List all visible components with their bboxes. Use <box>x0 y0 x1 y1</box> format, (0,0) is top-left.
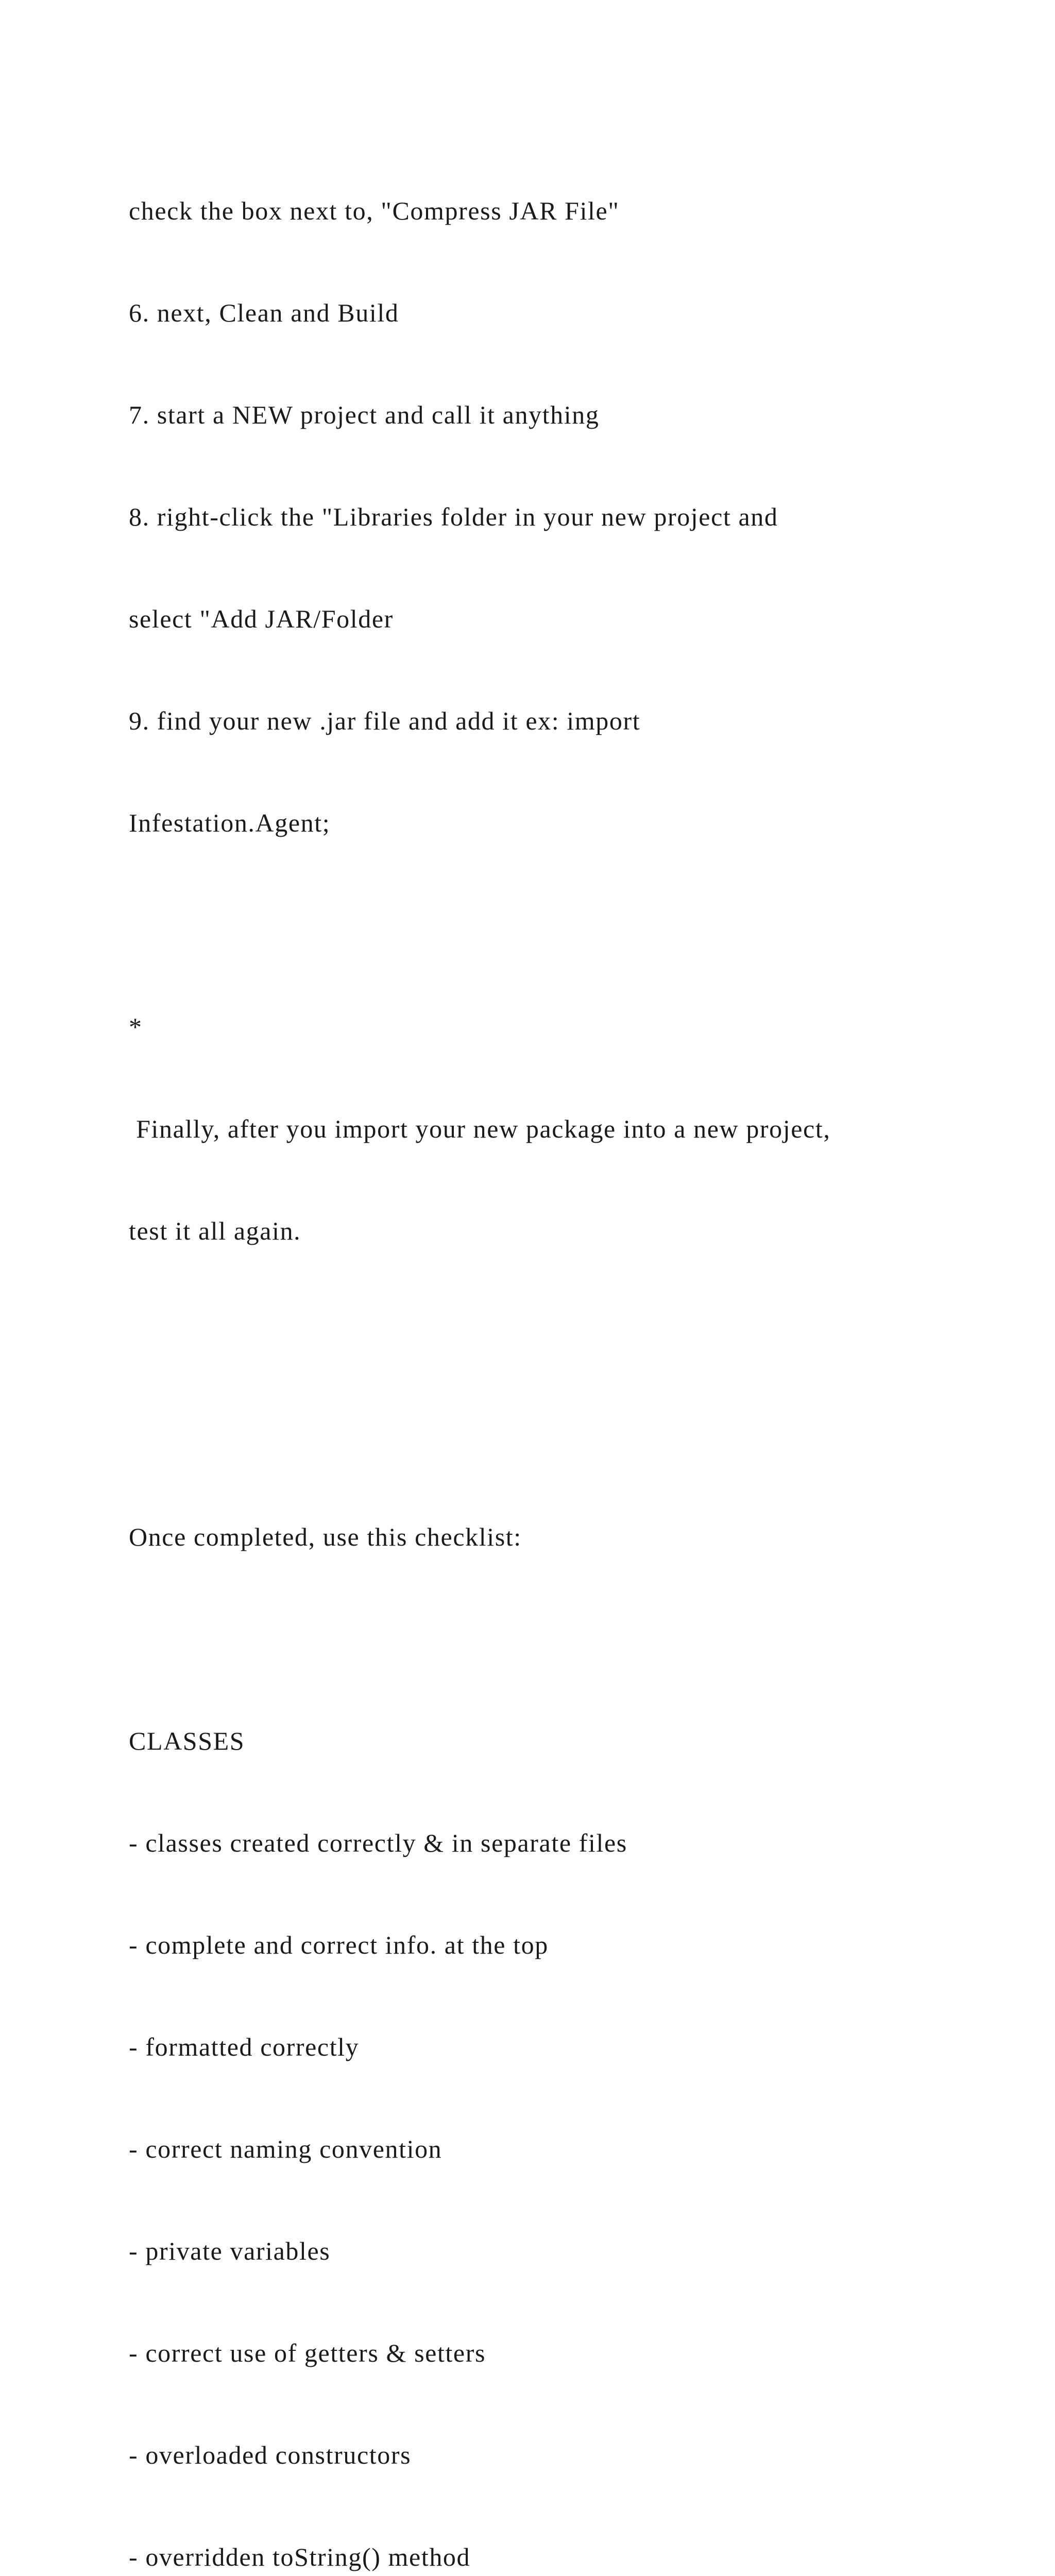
checklist-item: - correct naming convention <box>129 2134 443 2163</box>
step-line: select "Add JAR/Folder <box>129 604 394 633</box>
document-body <box>129 126 1005 2576</box>
blank-line <box>129 1418 1005 1452</box>
checklist-item: - formatted correctly <box>129 2032 360 2061</box>
blank-line <box>129 1622 1005 1656</box>
step-line: 8. right-click the "Libraries folder in your new project and <box>129 502 778 531</box>
step-line: 6. next, Clean and Build <box>129 298 399 327</box>
final-note-line: Finally, after you import your new package into a new project, <box>129 1114 831 1143</box>
step-line: 7. start a NEW project and call it anything <box>129 400 600 429</box>
asterisk-marker: * <box>129 1012 143 1041</box>
blank-line <box>129 1316 1005 1350</box>
checklist-intro: Once completed, use this checklist: <box>129 1522 522 1551</box>
final-note-line: test it all again. <box>129 1216 301 1245</box>
checklist-item: - private variables <box>129 2236 331 2265</box>
blank-line <box>129 908 1005 942</box>
step-line: 9. find your new .jar file and add it ex: import <box>129 706 641 735</box>
step-line: Infestation.Agent; <box>129 808 331 837</box>
checklist-item: - classes created correctly & in separate files <box>129 1828 627 1857</box>
checklist-item: - overloaded constructors <box>129 2441 412 2469</box>
step-line: check the box next to, "Compress JAR File" <box>129 196 620 225</box>
checklist-item: - complete and correct info. at the top <box>129 1930 549 1959</box>
section-heading-classes: CLASSES <box>129 1726 245 1755</box>
checklist-item: - correct use of getters & setters <box>129 2338 486 2367</box>
checklist-item: - overridden toString() method <box>129 2543 471 2571</box>
